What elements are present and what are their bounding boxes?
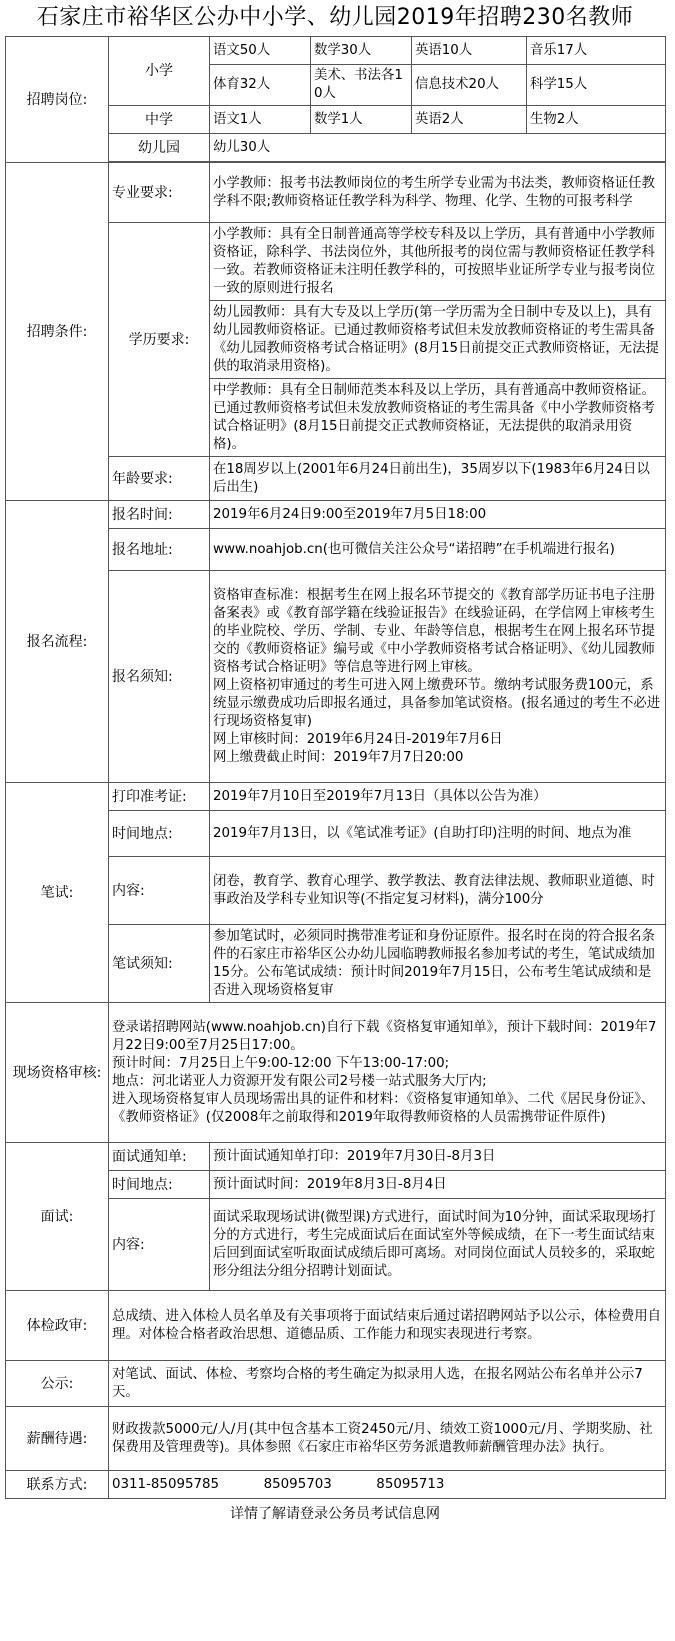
- written-content-value: 闭卷，教育学、教育心理学、教学教法、教育法律法规、教师职业道德、时事政治及学科专业知识等(不指定复习材料)，满分100分: [210, 857, 666, 925]
- publicity-value: 对笔试、面试、体检、考察均合格的考生确定为拟录用人选，在报名网站公布名单并公示7天。: [109, 1361, 666, 1407]
- publicity-row: [6, 1361, 666, 1407]
- conditions-major-row: [6, 163, 666, 223]
- interview-notice-label: 面试通知单:: [109, 1143, 210, 1171]
- salary-row: [6, 1407, 666, 1471]
- review-line: 登录诺招聘网站(www.noahjob.cn)自行下载《资格复审通知单》，预计下载时间：2019年7月22日9:00至7月25日17:00。: [112, 1019, 657, 1053]
- review-line: 进入现场资格复审人员现场需出具的证件和材料：《资格复审通知单》、二代《居民身份证》、《教师资格证》(仅2008年之前取得和2019年取得教师资格的人员需携带证件原件): [112, 1091, 655, 1125]
- interview-content-value: 面试采取现场试讲(微型课)方式进行，面试时间为10分钟，面试采取现场打分的方式进行，考生完成面试后在面试室外等候成绩，在下一考生面试结束后回到面试室听取面试成绩后即可离场。对同岗位面试人员较多的，采取蛇形分组法分组分招聘计划面试。: [210, 1199, 666, 1291]
- page-title: 石家庄市裕华区公办中小学、幼儿园2019年招聘230名教师: [36, 5, 634, 30]
- position-cell: 数学1人: [311, 106, 412, 134]
- written-print-row: [6, 783, 666, 811]
- position-cell: 音乐17人: [527, 37, 666, 65]
- contact-phone: 0311-85095785: [112, 1476, 220, 1492]
- footer-note: 详情了解请登录公务员考试信息网: [230, 1506, 440, 1522]
- notice-line: 网上缴费截止时间：2019年7月7日20:00: [213, 749, 464, 765]
- contact-value: [109, 1471, 666, 1499]
- education-kindergarten-text: 幼儿园教师：具有大专及以上学历(第一学历需为全日制中专及以上)，具有幼儿园教师资格证。已通过教师资格考试但未发放教师资格证的考生需具备《幼儿园教师资格考试合格证明》(8月15日前提交正式教师资格证，无法提供的取消录用资格)。: [210, 301, 666, 379]
- notice-line: 网上审核时间：2019年6月24日-2019年7月6日: [213, 731, 503, 747]
- publicity-label: 公示:: [6, 1361, 109, 1407]
- major-label: 专业要求:: [109, 163, 210, 223]
- primary-label: 小学: [109, 37, 210, 106]
- interview-label: 面试:: [6, 1143, 109, 1291]
- education-primary-text: 小学教师：具有全日制普通高等学校专科及以上学历，具有普通中小学教师资格证，除科学、书法岗位外，其他所报考的岗位需与教师资格证任教学科一致。若教师资格证未注明任教学科的，可按照毕业证所学专业与报考岗位一致的原则进行报名: [210, 223, 666, 301]
- position-cell: 幼儿30人: [210, 134, 666, 162]
- education-label: 学历要求:: [109, 223, 210, 457]
- position-cell: 体育32人: [210, 65, 311, 106]
- position-cell: 美术、书法各10人: [311, 65, 412, 106]
- conditions-label: 招聘条件:: [6, 163, 109, 501]
- interview-notice-value: 预计面试通知单打印：2019年7月30日-8月3日: [210, 1143, 666, 1171]
- registration-notice-label: 报名须知:: [109, 571, 210, 783]
- physical-label: 体检政审:: [6, 1291, 109, 1361]
- written-label: 笔试:: [6, 783, 109, 1003]
- position-cell: 信息技术20人: [412, 65, 527, 106]
- salary-label: 薪酬待遇:: [6, 1407, 109, 1471]
- written-print-value: 2019年7月10日至2019年7月13日（具体以公告为准）: [210, 783, 666, 811]
- contact-phone: 85095703: [263, 1476, 332, 1492]
- education-middle-text: 中学教师：具有全日制师范类本科及以上学历，具有普通高中教师资格证。已通过教师资格考试但未发放教师资格证的考生需具备《中小学教师资格考试合格证明》(8月15日前提交正式教师资格证，无法提供的取消录用资格)。: [210, 379, 666, 457]
- position-cell: 语文50人: [210, 37, 311, 65]
- positions-row-1: [6, 37, 666, 65]
- review-line: 地点：河北诺亚人力资源开发有限公司2号楼一站式服务大厅内;: [112, 1073, 487, 1089]
- registration-time-value: 2019年6月24日9:00至2019年7月5日18:00: [210, 501, 666, 529]
- written-notice-value: 参加笔试时，必须同时携带准考证和身份证原件。报名时在岗的符合报名条件的石家庄市裕华区公办幼儿园临聘教师报名参加考试的考生，笔试成绩加15分。公布笔试成绩：预计时间2019年7月15日，公布考生笔试成绩和是否进入现场资格复审: [210, 925, 666, 1003]
- review-line: 预计时间：7月25日上午9:00-12:00 下午13:00-17:00;: [112, 1055, 450, 1071]
- interview-content-label: 内容:: [109, 1199, 210, 1291]
- interview-timeplace-label: 时间地点:: [109, 1171, 210, 1199]
- major-text: 小学教师：报考书法教师岗位的考生所学专业需为书法类，教师资格证任教学科不限;教师资格证任教学科为科学、物理、化学、生物的可报考科学: [210, 163, 666, 223]
- position-cell: 英语2人: [412, 106, 527, 134]
- registration-time-row: [6, 501, 666, 529]
- registration-time-label: 报名时间:: [109, 501, 210, 529]
- positions-label: 招聘岗位:: [6, 37, 109, 163]
- age-text: 在18周岁以上(2001年6月24日前出生)，35周岁以下(1983年6月24日以后出生): [210, 457, 666, 501]
- registration-label: 报名流程:: [6, 501, 109, 783]
- position-cell: 数学30人: [311, 37, 412, 65]
- contact-label: 联系方式:: [6, 1471, 109, 1499]
- review-text: [109, 1003, 666, 1143]
- interview-notice-row: [6, 1143, 666, 1171]
- notice-line: 资格审查标准：根据考生在网上报名环节提交的《教育部学历证书电子注册备案表》或《教育部学籍在线验证报告》在线验证码，在学信网上审核考生的毕业院校、学历、学制、专业、年龄等信息，根据考生在网上报名环节提交的《教师资格证》编号或《中小学教师资格考试合格证明》、《幼儿园教师资格考试合格证明》等信息等进行网上审核。: [213, 587, 655, 675]
- written-notice-label: 笔试须知:: [109, 925, 210, 1003]
- position-cell: 生物2人: [527, 106, 666, 134]
- written-timeplace-value: 2019年7月13日，以《笔试准考证》(自助打印)注明的时间、地点为准: [210, 811, 666, 857]
- notice-line: 网上资格初审通过的考生可进入网上缴费环节。缴纳考试服务费100元，系统显示缴费成功后即报名通过，具备参加笔试资格。(报名通过的考生不必进行现场资格复审): [213, 677, 661, 729]
- position-cell: 英语10人: [412, 37, 527, 65]
- registration-address-value[interactable]: www.noahjob.cn(也可微信关注公众号“诺招聘”在手机端进行报名): [210, 529, 666, 571]
- written-content-label: 内容:: [109, 857, 210, 925]
- age-label: 年龄要求:: [109, 457, 210, 501]
- recruitment-table: [5, 36, 666, 1499]
- salary-value: 财政拨款5000元/人/月(其中包含基本工资2450元/月、绩效工资1000元/月、学期奖励、社保费用及管理费等)。具体参照《石家庄市裕华区劳务派遣教师薪酬管理办法》执行。: [109, 1407, 666, 1471]
- registration-address-label: 报名地址:: [109, 529, 210, 571]
- registration-notice-text: [210, 571, 666, 783]
- written-print-label: 打印准考证:: [109, 783, 210, 811]
- review-label: 现场资格审核:: [6, 1003, 109, 1143]
- written-timeplace-label: 时间地点:: [109, 811, 210, 857]
- review-row: [6, 1003, 666, 1143]
- kindergarten-label: 幼儿园: [109, 134, 210, 162]
- physical-row: [6, 1291, 666, 1361]
- position-cell: 科学15人: [527, 65, 666, 106]
- middle-label: 中学: [109, 106, 210, 134]
- position-cell: 语文1人: [210, 106, 311, 134]
- document-page: [5, 0, 665, 1529]
- interview-timeplace-value: 预计面试时间：2019年8月3日-8月4日: [210, 1171, 666, 1199]
- contact-phone: 85095713: [376, 1476, 445, 1492]
- contact-row: [6, 1471, 666, 1499]
- physical-value: 总成绩、进入体检人员名单及有关事项将于面试结束后通过诺招聘网站予以公示，体检费用自理。对体检合格者政治思想、道德品质、工作能力和现实表现进行考察。: [109, 1291, 666, 1361]
